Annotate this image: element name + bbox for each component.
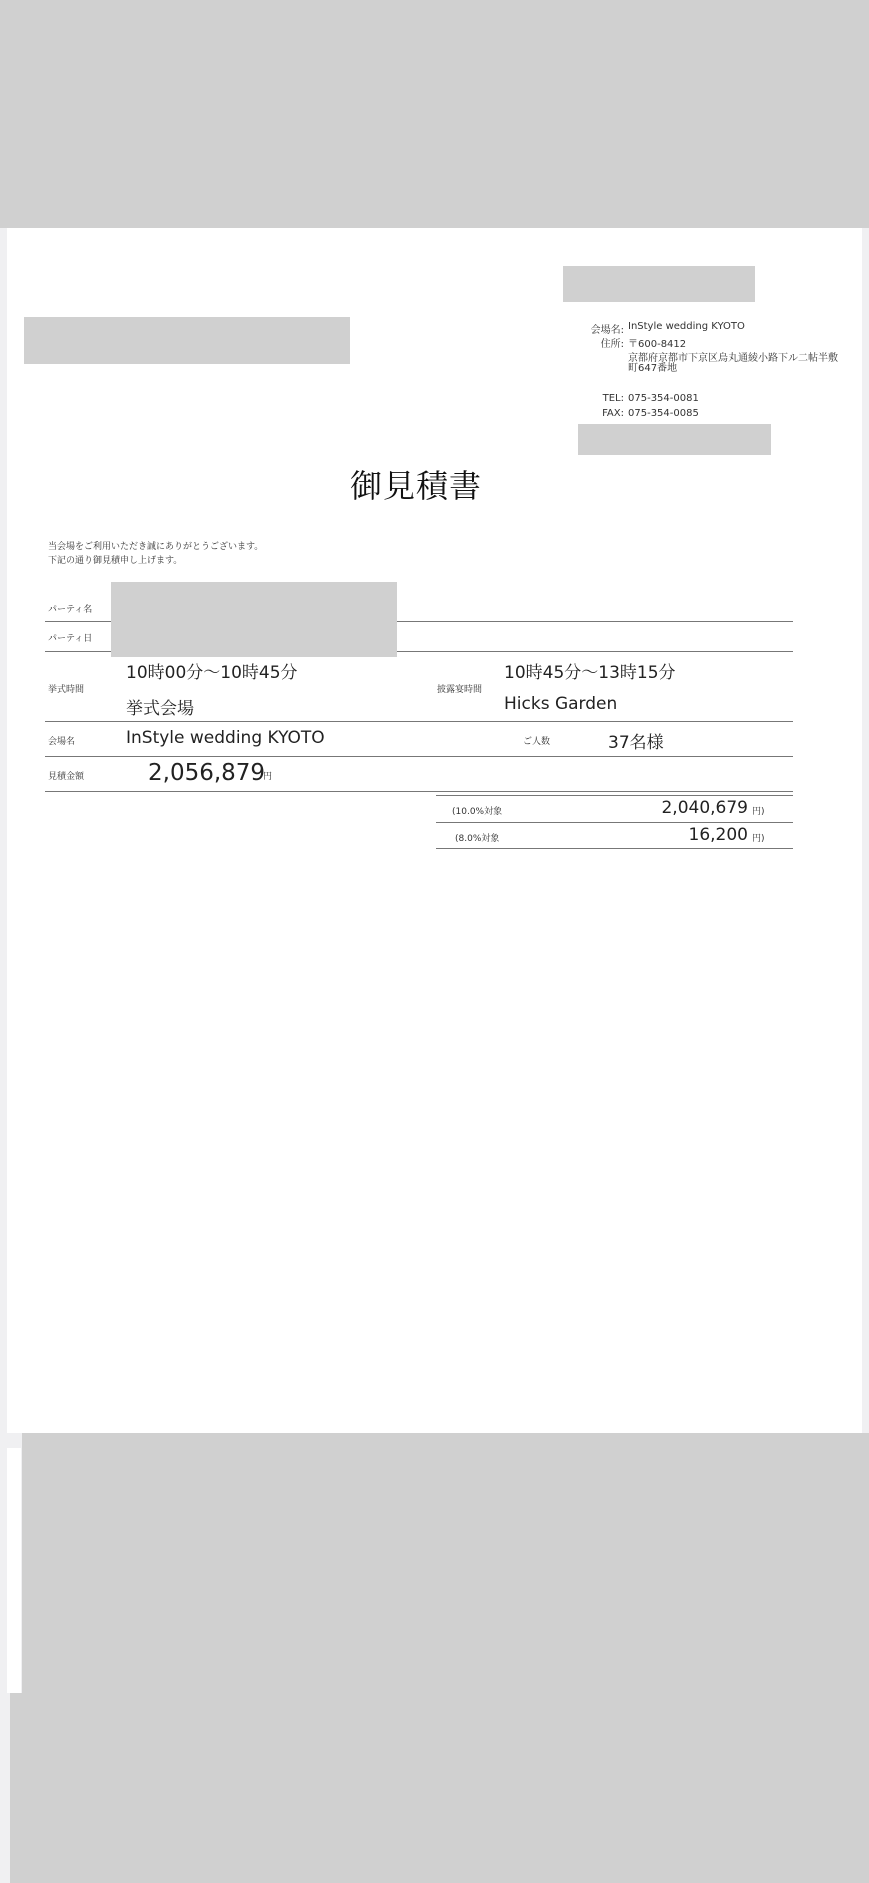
tax-8-amount: 16,200 bbox=[688, 825, 748, 845]
venue-value: InStyle wedding KYOTO bbox=[628, 321, 745, 332]
postal-code: 〒600-8412 bbox=[628, 339, 687, 350]
document-title: 御見積書 bbox=[350, 467, 483, 505]
fax-value: 075-354-0085 bbox=[628, 408, 699, 419]
estimate-rule bbox=[45, 791, 793, 792]
venue-name-value: InStyle wedding KYOTO bbox=[126, 728, 325, 748]
address-line-1: 京都府京都市下京区烏丸通綾小路下ル二帖半敷 bbox=[628, 353, 838, 364]
redacted-stamp bbox=[578, 424, 771, 455]
next-page-edge bbox=[7, 1448, 21, 1693]
ceremony-venue-value: 挙式会場 bbox=[126, 699, 194, 719]
reception-time-label: 披露宴時間 bbox=[437, 685, 483, 695]
redacted-recipient-name bbox=[24, 317, 350, 364]
address-line-2: 町647番地 bbox=[628, 363, 678, 374]
party-date-label: パーティ日 bbox=[48, 634, 93, 644]
tax-10-amount: 2,040,679 bbox=[661, 798, 748, 818]
ceremony-time-label: 挙式時間 bbox=[48, 685, 85, 695]
venue-label: 会場名: bbox=[590, 325, 624, 336]
redacted-bottom-block-1 bbox=[22, 1433, 869, 1693]
reception-time-value: 10時45分〜13時15分 bbox=[504, 663, 676, 683]
redacted-header-block bbox=[0, 0, 869, 228]
venue-rule bbox=[45, 756, 793, 757]
fax-label: FAX: bbox=[602, 408, 624, 419]
tax-8-unit: 円) bbox=[752, 834, 765, 844]
tax-8-label: (8.0%対象 bbox=[455, 834, 500, 844]
redacted-company-logo bbox=[563, 266, 755, 302]
estimate-label: 見積金額 bbox=[48, 772, 85, 782]
ceremony-rule bbox=[45, 721, 793, 722]
tel-value: 075-354-0081 bbox=[628, 393, 699, 404]
tax-10-rule bbox=[436, 822, 793, 823]
venue-name-label: 会場名 bbox=[48, 737, 76, 747]
tax-10-unit: 円) bbox=[752, 807, 765, 817]
redacted-party-details bbox=[111, 582, 397, 657]
ceremony-time-value: 10時00分〜10時45分 bbox=[126, 663, 298, 683]
tax-10-label: (10.0%対象 bbox=[452, 807, 503, 817]
guests-value: 37名様 bbox=[608, 733, 664, 753]
reception-venue-value: Hicks Garden bbox=[504, 694, 618, 714]
redacted-bottom-block-2 bbox=[10, 1693, 869, 1883]
greeting-line-1: 当会場をご利用いただき誠にありがとうございます。 bbox=[48, 542, 264, 552]
address-label: 住所: bbox=[600, 339, 624, 350]
greeting-line-2: 下記の通り御見積申し上げます。 bbox=[48, 556, 183, 566]
tel-label: TEL: bbox=[602, 393, 624, 404]
estimate-rule-double bbox=[436, 795, 793, 796]
estimate-yen: 円 bbox=[263, 772, 273, 782]
estimate-value: 2,056,879 bbox=[148, 760, 266, 786]
guests-label: ご人数 bbox=[523, 737, 551, 747]
party-name-label: パーティ名 bbox=[48, 605, 93, 615]
tax-8-rule bbox=[436, 848, 793, 849]
